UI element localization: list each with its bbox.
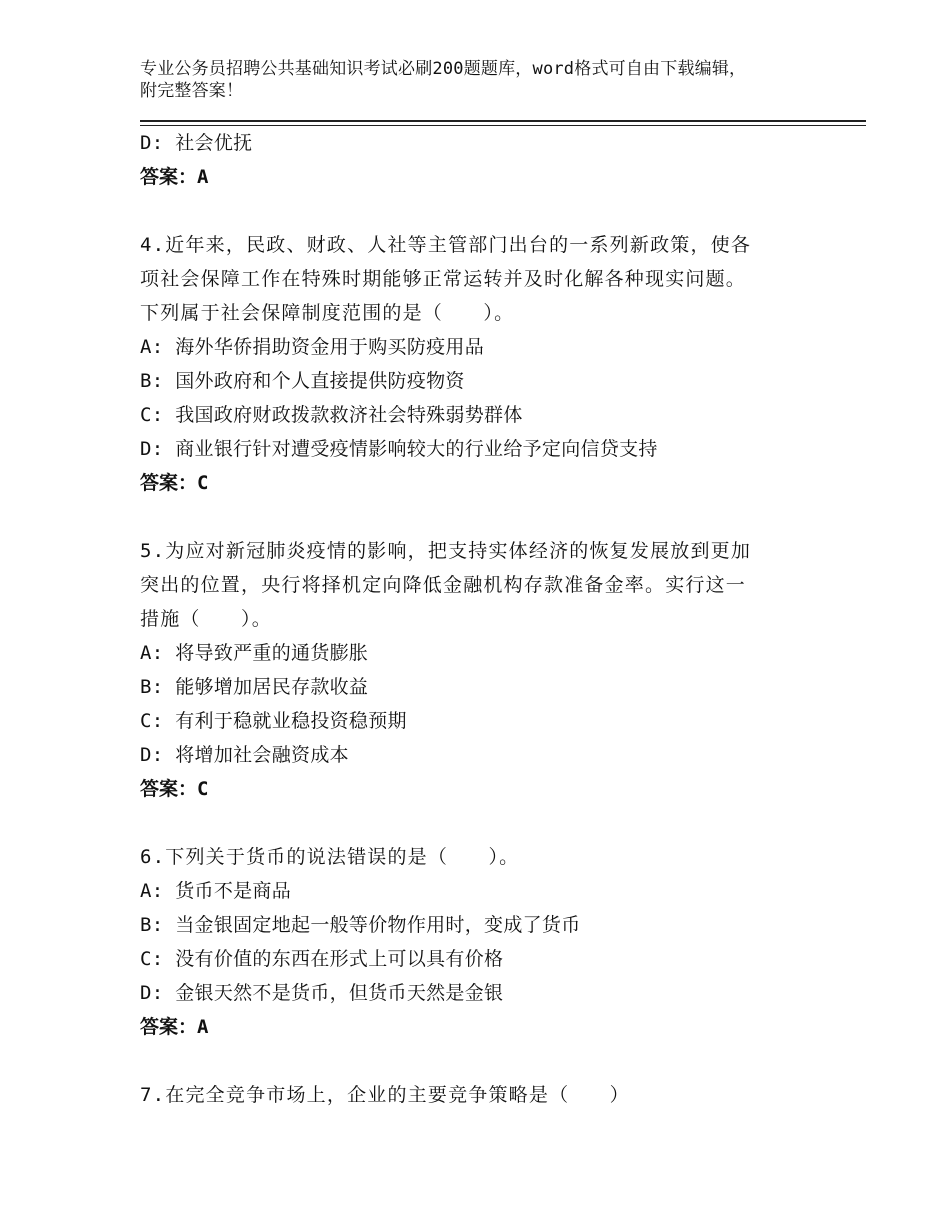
option-b: B: 国外政府和个人直接提供防疫物资 [140,370,465,392]
question-stem-line: 4.近年来，民政、财政、人社等主管部门出台的一系列新政策，使各 [140,234,752,256]
page-header [140,58,820,102]
question-5 [140,534,800,806]
answer-value: A [197,166,209,188]
option-d: D: 社会优抚 [140,132,253,154]
header-line-2: 附完整答案！ [140,81,244,101]
question-stem-line: 突出的位置，央行将择机定向降低金融机构存款准备金率。实行这一 [140,574,747,596]
answer-label: 答案： [140,166,198,188]
header-line-1: 专业公务员招聘公共基础知识考试必刷200题题库，word格式可自由下载编辑， [140,59,747,79]
question-stem-line: 措施（ ）。 [140,608,272,630]
option-d: D: 金银天然不是货币，但货币天然是金银 [140,982,504,1004]
question-list [140,126,800,1112]
answer-line [140,466,800,500]
question-stem-line: 项社会保障工作在特殊时期能够正常运转并及时化解各种现实问题。 [140,268,747,290]
option-d: D: 商业银行针对遭受疫情影响较大的行业给予定向信贷支持 [140,438,658,460]
option-b: B: 当金银固定地起一般等价物作用时，变成了货币 [140,914,581,936]
question-stem-line: 7.在完全竞争市场上，企业的主要竞争策略是（ ） [140,1084,630,1106]
question-4 [140,228,800,500]
answer-label: 答案： [140,778,198,800]
option-b: B: 能够增加居民存款收益 [140,676,369,698]
answer-line [140,1010,800,1044]
question-stem-line: 下列属于社会保障制度范围的是（ ）。 [140,302,515,324]
option-a: A: 海外华侨捐助资金用于购买防疫用品 [140,336,485,358]
header-rule-thick [140,120,866,122]
option-a: A: 将导致严重的通货膨胀 [140,642,369,664]
question-7 [140,1078,800,1112]
answer-line [140,772,800,806]
answer-value: A [197,1016,209,1038]
answer-label: 答案： [140,472,198,494]
answer-value: C [197,778,209,800]
option-c: C: 没有价值的东西在形式上可以具有价格 [140,948,504,970]
option-a: A: 货币不是商品 [140,880,292,902]
option-c: C: 我国政府财政拨款救济社会特殊弱势群体 [140,404,523,426]
option-c: C: 有利于稳就业稳投资稳预期 [140,710,407,732]
question-stem-line: 5.为应对新冠肺炎疫情的影响，把支持实体经济的恢复发展放到更加 [140,540,752,562]
question-stem-line: 6.下列关于货币的说法错误的是（ ）。 [140,846,520,868]
option-d: D: 将增加社会融资成本 [140,744,349,766]
answer-label: 答案： [140,1016,198,1038]
previous-question-tail [140,126,800,194]
answer-value: C [197,472,209,494]
answer-line [140,160,800,194]
question-6 [140,840,800,1044]
